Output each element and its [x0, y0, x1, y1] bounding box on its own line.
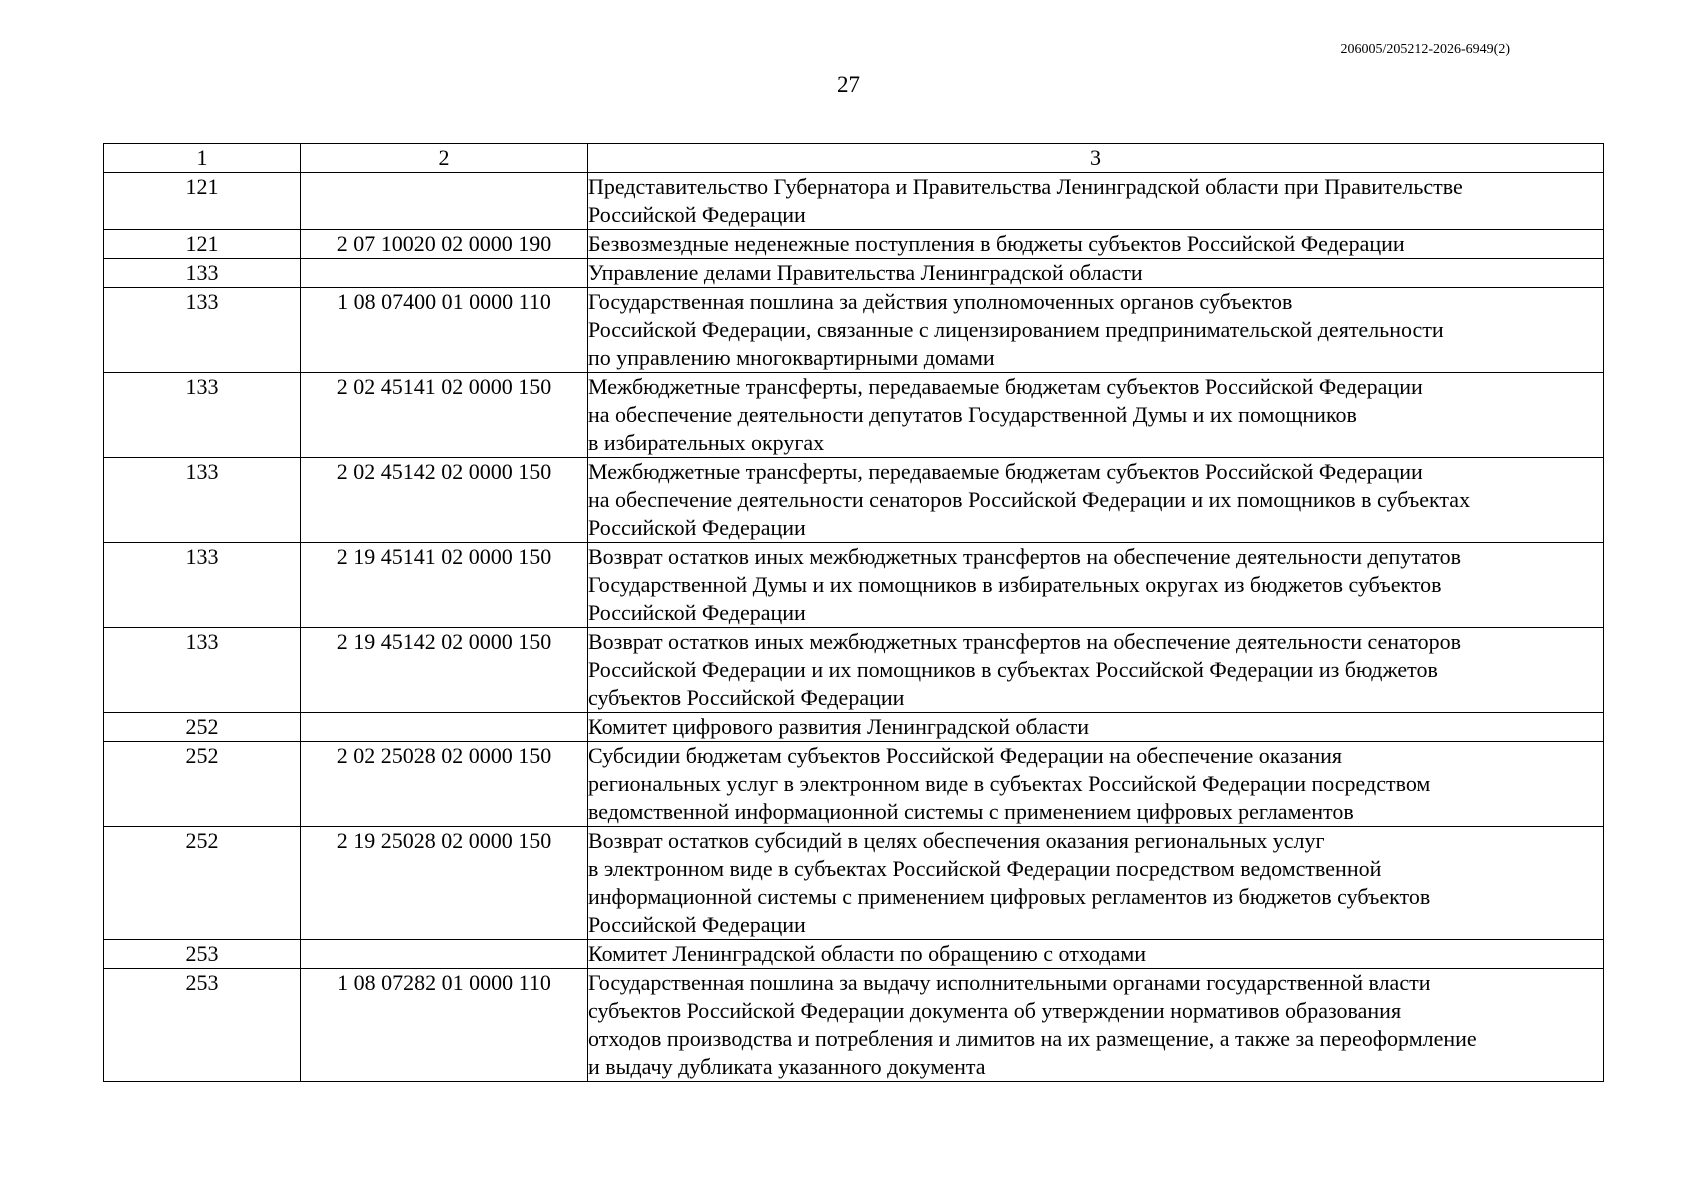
income-code-cell	[301, 940, 588, 969]
income-code-cell: 2 02 25028 02 0000 150	[301, 742, 588, 827]
admin-code-cell: 252	[104, 742, 301, 827]
admin-code-cell: 252	[104, 827, 301, 940]
description-line: Государственная пошлина за выдачу исполнительными органами государственной власти	[588, 970, 1431, 995]
description-cell	[588, 543, 1604, 628]
admin-code-cell: 133	[104, 259, 301, 288]
column-header-3: 3	[588, 144, 1604, 173]
description-line: отходов производства и потребления и лимитов на их размещение, а также за переоформление	[588, 1026, 1477, 1051]
description-line: информационной системы с применением цифровых регламентов из бюджетов субъектов	[588, 884, 1431, 909]
table-row	[104, 713, 1604, 742]
table-row	[104, 173, 1604, 230]
description-cell	[588, 940, 1604, 969]
description-line: Комитет цифрового развития Ленинградской области	[588, 714, 1089, 739]
description-cell	[588, 827, 1604, 940]
description-line: Российской Федерации	[588, 515, 806, 540]
description-line: Управление делами Правительства Ленинградской области	[588, 260, 1143, 285]
income-code-cell	[301, 259, 588, 288]
description-line: на обеспечение деятельности сенаторов Российской Федерации и их помощников в субъектах	[588, 487, 1471, 512]
description-line: и выдачу дубликата указанного документа	[588, 1054, 986, 1079]
description-line: Российской Федерации и их помощников в субъектах Российской Федерации из бюджетов	[588, 657, 1438, 682]
table-row	[104, 373, 1604, 458]
income-code-cell	[301, 173, 588, 230]
admin-code-cell: 133	[104, 543, 301, 628]
description-line: Государственной Думы и их помощников в избирательных округах из бюджетов субъектов	[588, 572, 1442, 597]
description-line: Российской Федерации	[588, 202, 806, 227]
description-line: Субсидии бюджетам субъектов Российской Федерации на обеспечение оказания	[588, 743, 1343, 768]
description-line: по управлению многоквартирными домами	[588, 345, 995, 370]
income-codes-table	[103, 143, 1604, 1082]
income-code-cell: 2 19 25028 02 0000 150	[301, 827, 588, 940]
income-code-cell: 2 19 45141 02 0000 150	[301, 543, 588, 628]
description-cell	[588, 713, 1604, 742]
description-line: региональных услуг в электронном виде в субъектах Российской Федерации посредством	[588, 771, 1431, 796]
table-row	[104, 543, 1604, 628]
description-line: на обеспечение деятельности депутатов Государственной Думы и их помощников	[588, 402, 1357, 427]
table-row	[104, 259, 1604, 288]
table-row	[104, 742, 1604, 827]
table-row	[104, 230, 1604, 259]
description-line: Российской Федерации	[588, 600, 806, 625]
description-line: Возврат остатков иных межбюджетных трансфертов на обеспечение деятельности депутатов	[588, 544, 1462, 569]
table-row	[104, 288, 1604, 373]
description-line: Возврат остатков субсидий в целях обеспечения оказания региональных услуг	[588, 828, 1325, 853]
description-line: в электронном виде в субъектах Российской Федерации посредством ведомственной	[588, 856, 1382, 881]
description-line: Возврат остатков иных межбюджетных трансфертов на обеспечение деятельности сенаторов	[588, 629, 1461, 654]
description-line: ведомственной информационной системы с применением цифровых регламентов	[588, 799, 1354, 824]
table-row	[104, 940, 1604, 969]
description-cell	[588, 288, 1604, 373]
description-cell	[588, 230, 1604, 259]
table-row	[104, 827, 1604, 940]
description-line: Межбюджетные трансферты, передаваемые бюджетам субъектов Российской Федерации	[588, 374, 1423, 399]
description-line: Безвозмездные неденежные поступления в бюджеты субъектов Российской Федерации	[588, 231, 1405, 256]
page-number: 27	[837, 72, 860, 97]
description-line: Российской Федерации, связанные с лицензированием предпринимательской деятельности	[588, 317, 1444, 342]
income-code-cell	[301, 713, 588, 742]
table-body	[104, 173, 1604, 1082]
income-code-cell: 2 02 45142 02 0000 150	[301, 458, 588, 543]
admin-code-cell: 133	[104, 288, 301, 373]
description-line: в избирательных округах	[588, 430, 825, 455]
description-line: Межбюджетные трансферты, передаваемые бюджетам субъектов Российской Федерации	[588, 459, 1423, 484]
income-code-cell: 1 08 07282 01 0000 110	[301, 969, 588, 1082]
description-line: Государственная пошлина за действия уполномоченных органов субъектов	[588, 289, 1293, 314]
income-code-cell: 1 08 07400 01 0000 110	[301, 288, 588, 373]
column-header-1: 1	[104, 144, 301, 173]
admin-code-cell: 252	[104, 713, 301, 742]
table-header-row	[104, 144, 1604, 173]
description-cell	[588, 173, 1604, 230]
description-cell	[588, 969, 1604, 1082]
admin-code-cell: 133	[104, 458, 301, 543]
description-line: субъектов Российской Федерации документа об утверждении нормативов образования	[588, 998, 1402, 1023]
admin-code-cell: 133	[104, 628, 301, 713]
description-line: Представительство Губернатора и Правительства Ленинградской области при Правительстве	[588, 174, 1463, 199]
admin-code-cell: 121	[104, 173, 301, 230]
column-header-2: 2	[301, 144, 588, 173]
table-row	[104, 969, 1604, 1082]
income-code-cell: 2 02 45141 02 0000 150	[301, 373, 588, 458]
document-id: 206005/205212-2026-6949(2)	[1340, 42, 1510, 57]
income-code-cell: 2 19 45142 02 0000 150	[301, 628, 588, 713]
description-line: субъектов Российской Федерации	[588, 685, 905, 710]
table-row	[104, 628, 1604, 713]
admin-code-cell: 253	[104, 940, 301, 969]
description-cell	[588, 742, 1604, 827]
description-cell	[588, 458, 1604, 543]
table-row	[104, 458, 1604, 543]
description-cell	[588, 373, 1604, 458]
admin-code-cell: 121	[104, 230, 301, 259]
admin-code-cell: 253	[104, 969, 301, 1082]
description-cell	[588, 259, 1604, 288]
admin-code-cell: 133	[104, 373, 301, 458]
description-cell	[588, 628, 1604, 713]
description-line: Российской Федерации	[588, 912, 806, 937]
description-line: Комитет Ленинградской области по обращению с отходами	[588, 941, 1147, 966]
income-code-cell: 2 07 10020 02 0000 190	[301, 230, 588, 259]
